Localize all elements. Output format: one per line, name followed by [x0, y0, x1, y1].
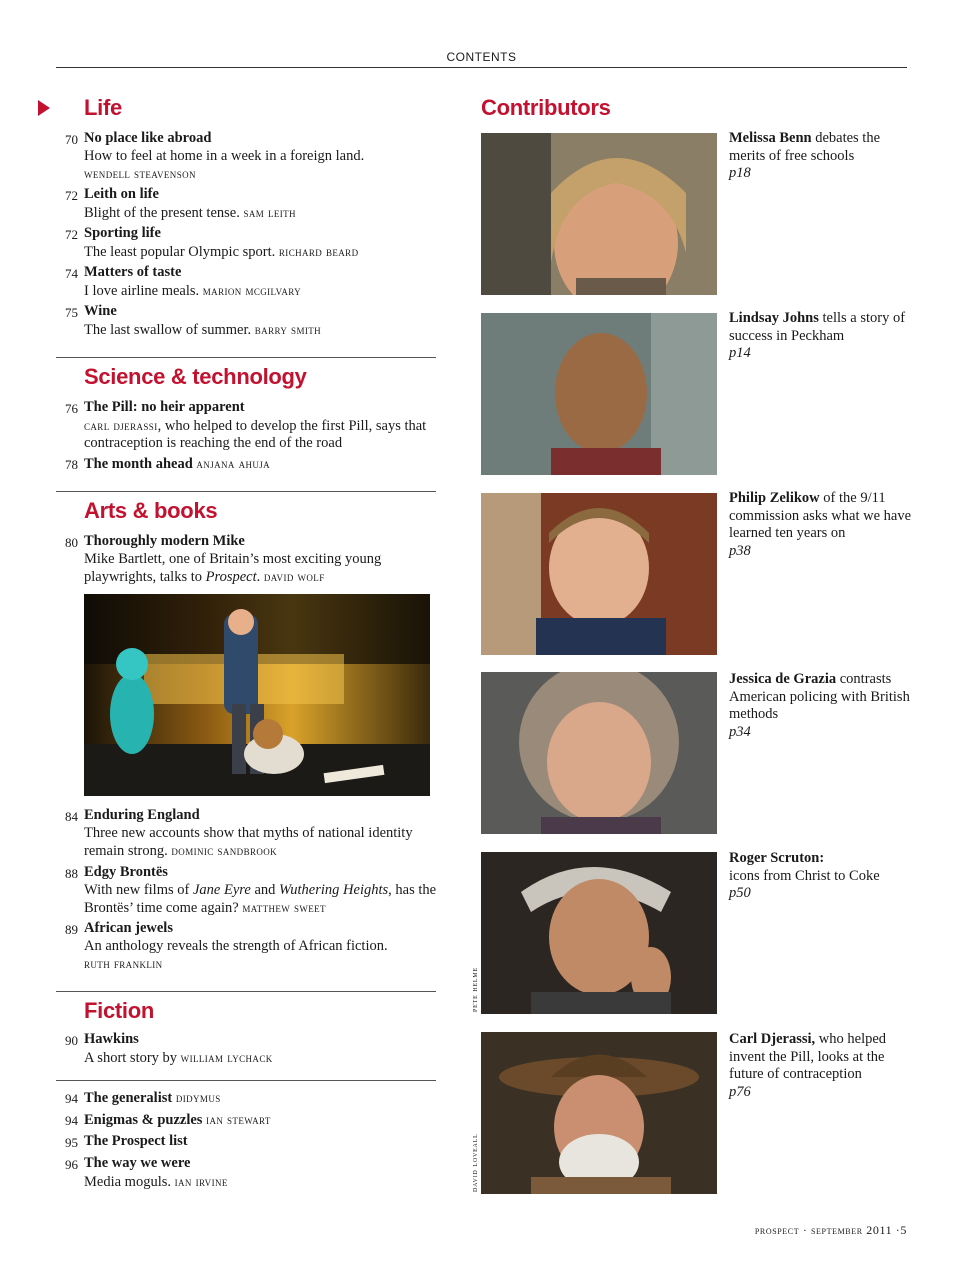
contributor-text: of the 9/11 commission asks what we have learned ten years on: [729, 490, 912, 541]
contributor-caption[interactable]: [729, 1031, 919, 1101]
contributor-photo: [481, 133, 717, 295]
page-number: 88: [65, 866, 78, 881]
entry-author: ian stewart: [206, 1112, 271, 1127]
entry-desc: Mike Bartlett, one of Britain’s most exciting young playwrights, talks to: [84, 550, 382, 585]
entry-author: wendell steavenson: [84, 166, 196, 181]
entry-title: Enduring England: [84, 807, 200, 823]
toc-entry[interactable]: [56, 186, 438, 222]
contributor-photo: [481, 852, 717, 1014]
contributor-caption[interactable]: [729, 490, 919, 560]
section-divider: [56, 357, 436, 358]
contributor-caption[interactable]: [729, 310, 919, 363]
entry-title: The generalist: [84, 1090, 173, 1106]
photo-credit: david loveall: [470, 1133, 479, 1192]
toc-entry[interactable]: [56, 399, 438, 453]
entry-title: Edgy Brontës: [84, 864, 168, 880]
contributors-heading: Contributors: [481, 95, 611, 120]
contributor-name: Melissa Benn: [729, 130, 812, 146]
entry-title: Enigmas & puzzles: [84, 1112, 203, 1128]
contributor-name: Jessica de Grazia: [729, 671, 837, 687]
entry-desc-italic: Wuthering Heights: [279, 881, 389, 898]
entry-title: No place like abroad: [84, 130, 212, 146]
contributor-caption[interactable]: [729, 671, 919, 741]
contributor-caption[interactable]: [729, 130, 919, 183]
photo-credit: pete helme: [470, 967, 479, 1012]
page-footer: prospect · september 2011 ·5: [754, 1223, 907, 1237]
page-number: 78: [65, 457, 78, 472]
contributor-page: p18: [729, 165, 751, 181]
entry-desc: The least popular Olympic sport.: [84, 243, 279, 260]
toc-entry[interactable]: [56, 303, 438, 339]
contributor-text: icons from Christ to Coke: [729, 867, 880, 884]
entry-title: The month ahead: [84, 456, 193, 472]
contributor-page: p76: [729, 1083, 751, 1100]
entry-desc-italic: Jane Eyre: [192, 881, 251, 898]
theatre-photo: [84, 594, 430, 796]
page-number: 75: [65, 305, 78, 320]
entry-desc: An anthology reveals the strength of African fiction.: [84, 937, 388, 954]
page-number: 72: [65, 188, 78, 203]
contributor-page: p50: [729, 885, 751, 901]
entry-author: david wolf: [263, 569, 325, 584]
section-heading-arts: Arts & books: [84, 498, 218, 523]
entry-desc: With new films of: [84, 881, 193, 898]
page-number: 95: [65, 1135, 78, 1150]
toc-entry[interactable]: [56, 1133, 438, 1151]
page-number: 72: [65, 227, 78, 242]
contributor-name: Roger Scruton:: [729, 850, 825, 866]
entry-desc: How to feel at home in a week in a foreign land.: [84, 147, 365, 164]
page-number: 94: [65, 1091, 78, 1106]
section-arrow-icon: [38, 100, 50, 116]
contributor-text: debates the merits of free schools: [729, 130, 881, 164]
section-divider: [56, 1080, 436, 1081]
section-divider: [56, 491, 436, 492]
page-number: 74: [65, 266, 78, 281]
toc-entry[interactable]: [56, 864, 438, 918]
section-divider: [56, 991, 436, 992]
entry-desc: Three new accounts show that myths of national identity remain strong.: [84, 824, 413, 859]
entry-author: barry smith: [254, 321, 322, 337]
page-number: 90: [65, 1033, 78, 1048]
entry-desc: I love airline meals.: [84, 282, 203, 299]
entry-desc: and: [250, 881, 279, 898]
toc-entry[interactable]: [56, 807, 438, 861]
toc-entry[interactable]: [56, 455, 438, 474]
entry-author: ruth franklin: [84, 956, 163, 971]
entry-desc: Media moguls.: [84, 1173, 175, 1190]
toc-entry[interactable]: [56, 1155, 438, 1191]
entry-title: African jewels: [84, 920, 173, 936]
toc-entry[interactable]: [56, 533, 438, 587]
page-header: CONTENTS: [446, 50, 517, 64]
entry-title: The Pill: no heir apparent: [84, 399, 245, 415]
entry-author: richard beard: [278, 243, 359, 259]
entry-author: william lychack: [180, 1049, 273, 1065]
page-number: 80: [65, 535, 78, 550]
toc-entry[interactable]: [56, 1111, 438, 1130]
entry-author: sam leith: [243, 204, 296, 220]
entry-desc-italic: Prospect: [205, 569, 257, 585]
contributor-text: tells a story of success in Peckham: [729, 310, 906, 344]
entry-desc: The last swallow of summer.: [84, 321, 255, 338]
entry-desc: .: [256, 569, 264, 585]
contributor-name: Lindsay Johns: [729, 310, 819, 326]
page-number: 84: [65, 809, 78, 824]
entry-title: Leith on life: [84, 186, 159, 202]
section-heading-science: Science & technology: [84, 364, 307, 389]
section-heading-fiction: Fiction: [84, 998, 155, 1023]
page-number: 76: [65, 401, 78, 416]
entry-title: Thoroughly modern Mike: [84, 533, 245, 549]
entry-title: The way we were: [84, 1155, 191, 1171]
entry-title: Sporting life: [84, 225, 161, 241]
entry-author: matthew sweet: [242, 900, 326, 915]
contributor-name: Philip Zelikow: [729, 490, 820, 506]
entry-author: ian irvine: [174, 1173, 228, 1189]
section-heading-life: Life: [84, 95, 122, 120]
contributor-photo: [481, 493, 717, 655]
contributor-page: p34: [729, 723, 751, 740]
toc-entry[interactable]: [56, 1031, 438, 1067]
entry-desc: Blight of the present tense.: [84, 204, 244, 221]
header-rule: [56, 67, 907, 68]
entry-desc: , who helped to develop the first Pill, says that contraception is reaching the end of the road: [84, 417, 427, 451]
entry-author: anjana ahuja: [196, 456, 271, 471]
toc-entry[interactable]: [56, 130, 438, 184]
entry-desc: , has the Brontës’ time come again?: [84, 881, 437, 916]
page-number: 89: [65, 922, 78, 937]
page-number: 70: [65, 132, 78, 147]
toc-entry[interactable]: [56, 1089, 438, 1108]
contributor-text: who helped invent the Pill, looks at the future of contraception: [729, 1031, 887, 1082]
entry-author: didymus: [175, 1090, 221, 1105]
entry-title: Matters of taste: [84, 264, 182, 280]
entry-author: marion mcgilvary: [202, 282, 302, 298]
entry-title: The Prospect list: [84, 1133, 188, 1149]
toc-entry[interactable]: [56, 225, 438, 261]
contributor-name: Carl Djerassi,: [729, 1031, 816, 1047]
toc-entry[interactable]: [56, 920, 438, 974]
contributor-photo: [481, 672, 717, 834]
toc-entry[interactable]: [56, 264, 438, 300]
entry-author: dominic sandbrook: [171, 843, 278, 858]
entry-desc: A short story by: [84, 1049, 181, 1066]
contributor-photo: [481, 1032, 717, 1194]
page-number: 94: [65, 1113, 78, 1128]
contributor-page: p38: [729, 542, 751, 559]
page-number: 96: [65, 1157, 78, 1172]
contributor-page: p14: [729, 345, 751, 361]
contributor-photo: [481, 313, 717, 475]
entry-title: Wine: [84, 303, 117, 319]
contributor-caption[interactable]: [729, 850, 919, 903]
contributor-text: contrasts American policing with British methods: [729, 671, 910, 722]
entry-author: carl djerassi: [84, 417, 158, 433]
entry-title: Hawkins: [84, 1031, 139, 1047]
